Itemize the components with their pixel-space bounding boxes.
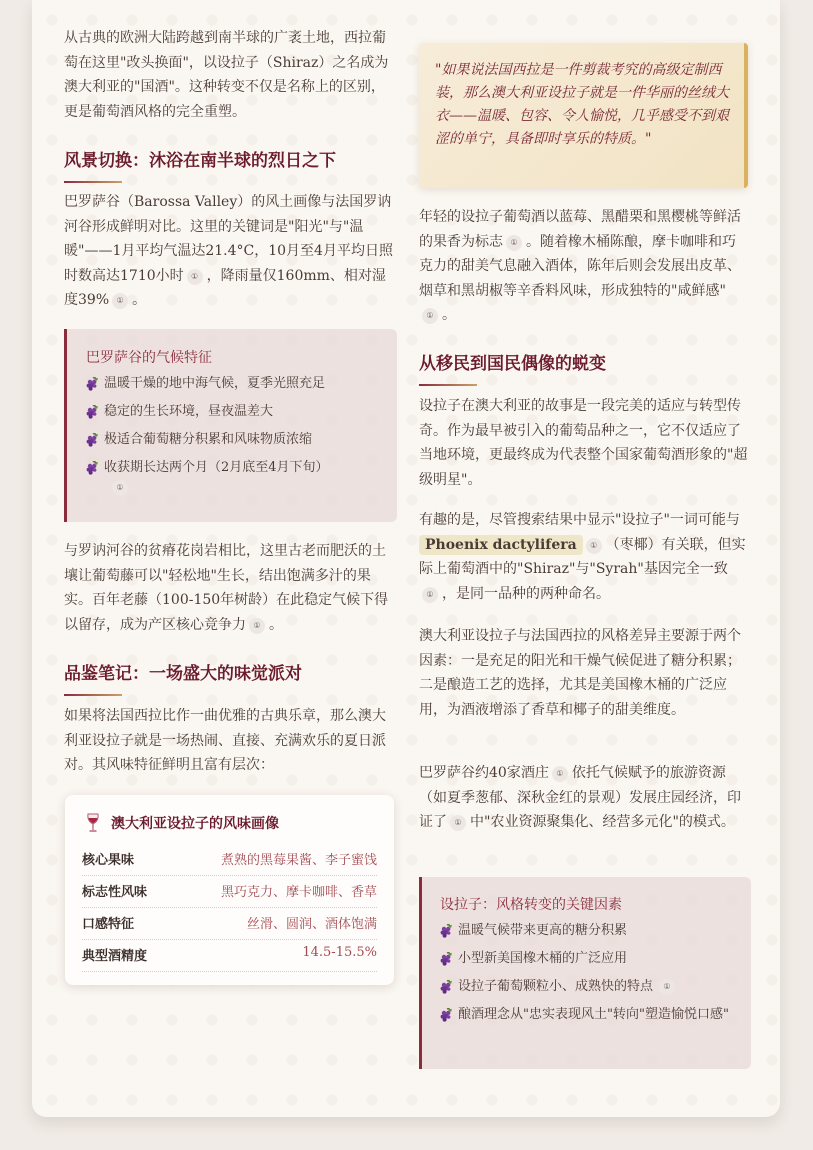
factors-list: [440, 921, 736, 1025]
callout-title: 设拉子：风格转变的关键因素: [440, 897, 622, 913]
section-heading-tasting: 品鉴笔记：一场盛大的味觉派对: [64, 659, 394, 684]
table-row: 标志性风味 黑巧克力、摩卡咖啡、香草: [82, 876, 377, 908]
list-item: 酿酒理念从"忠实表现风土"转向"塑造愉悦口感": [440, 1005, 730, 1025]
grape-icon: [440, 1008, 454, 1022]
highlight-term: Phoenix dactylifera: [419, 535, 583, 555]
table-row: 核心果味 煮熟的黑莓果酱、李子蜜饯: [82, 844, 377, 876]
list-item: 极适合葡萄糖分积累和风味物质浓缩: [86, 430, 386, 450]
list-item: 小型新美国橡木桶的广泛应用: [440, 949, 736, 969]
grape-icon: [440, 952, 454, 966]
table-row: 口感特征 丝滑、圆润、酒体饱满: [82, 908, 377, 940]
citation-marker[interactable]: ①: [422, 587, 438, 603]
section-heading-transformation: 从移民到国民偶像的蜕变: [419, 349, 748, 374]
grape-icon: [86, 433, 100, 447]
key-factors-callout: [419, 877, 751, 1069]
flavor-profile-card: [65, 795, 394, 985]
climate-callout: [64, 329, 397, 522]
soil-paragraph: 与罗讷河谷的贫瘠花岗岩相比，这里古老而肥沃的土壤让葡萄藤可以"轻松地"生长，结出饱满多汁的果实。百年老藤（100-150年树龄）在此稳定气候下得以留存，成为产区核心竞争力 ① 。: [64, 543, 389, 633]
citation-marker[interactable]: ①: [552, 766, 568, 782]
citation-marker[interactable]: ①: [112, 480, 128, 496]
citation-marker[interactable]: ①: [586, 538, 602, 554]
climate-list: [86, 374, 386, 498]
citation-marker[interactable]: ①: [187, 269, 203, 285]
adaptation-paragraph: 设拉子在澳大利亚的故事是一段完美的适应与转型传奇。作为最早被引入的葡萄品种之一，它不仅适应了当地环境，更最终成为代表整个国家葡萄酒形象的"超级明星"。: [419, 398, 748, 488]
citation-marker[interactable]: ①: [506, 235, 522, 251]
citation-marker[interactable]: ①: [659, 979, 675, 995]
wine-glass-icon: [85, 813, 101, 833]
tasting-paragraph: 如果将法国西拉比作一曲优雅的古典乐章，那么澳大利亚设拉子就是一场热闹、直接、充满欢乐的夏日派对。其风味特征鲜明且富有层次：: [64, 708, 386, 773]
citation-marker[interactable]: ①: [112, 293, 128, 309]
table-row: 典型酒精度 14.5-15.5%: [82, 940, 377, 972]
intro-paragraph: 从古典的欧洲大陆跨越到南半球的广袤土地，西拉葡萄在这里"改头换面"，以设拉子（Shiraz）之名成为澳大利亚的"国酒"。这种转变不仅是名称上的区别，更是葡萄酒风格的完全重塑。: [64, 30, 389, 120]
callout-title: 巴罗萨谷的气候特征: [86, 350, 212, 366]
list-item: 稳定的生长环境，昼夜温差大: [86, 402, 386, 422]
scenery-paragraph: 巴罗萨谷（Barossa Valley）的风土画像与法国罗讷河谷形成鲜明对比。这里的关键词是"阳光"与"温暖"——1月平均气温达21.4°C，10月至4月平均日照时数高达1710小时 ① ，降雨量仅160mm、相对湿度39% ① 。: [64, 194, 393, 308]
young-shiraz-paragraph: 年轻的设拉子葡萄酒以蓝莓、黑醋栗和黑樱桃等鲜活的果香为标志 ① 。随着橡木桶陈酿，摩卡咖啡和巧克力的甜美气息融入酒体，陈年后则会发展出皮革、烟草和黑胡椒等辛香料风味，形成独特的"咸鲜感"① 。: [419, 209, 741, 323]
list-item: 温暖气候带来更高的糖分积累: [440, 921, 736, 941]
grape-icon: [86, 377, 100, 391]
pull-quote: "如果说法国西拉是一件剪裁考究的高级定制西装，那么澳大利亚设拉子就是一件华丽的丝绒大衣——温暖、包容、令人愉悦，几乎感受不到艰涩的单宁，具备即时享乐的特质。": [419, 43, 748, 188]
citation-marker[interactable]: ①: [249, 618, 265, 634]
citation-marker[interactable]: ①: [422, 308, 438, 324]
style-difference-paragraph: 澳大利亚设拉子与法国西拉的风格差异主要源于两个因素：一是充足的阳光和干燥气候促进了糖分积累；二是酿造工艺的选择，尤其是美国橡木桶的广泛应用，为酒液增添了香草和椰子的甜美维度。: [419, 628, 741, 718]
flavor-table-title: 澳大利亚设拉子的风味画像: [111, 816, 279, 832]
list-item: 温暖干燥的地中海气候，夏季光照充足: [86, 374, 386, 394]
list-item: 收获期长达两个月（2月底至4月下旬） ①: [86, 458, 374, 498]
naming-paragraph: 有趣的是，尽管搜索结果中显示"设拉子"一词可能与Phoenix dactylifera ① （枣椰）有关联，但实际上葡萄酒中的"Shiraz"与"Syrah"基因完全一致① ，是同一品种的两种命名。: [419, 512, 746, 602]
tourism-paragraph: 巴罗萨谷约40家酒庄 ① 依托气候赋予的旅游资源（如夏季葱郁、深秋金红的景观）发展庄园经济，印证了 ① 中"农业资源聚集化、经营多元化"的模式。: [419, 765, 741, 830]
grape-icon: [86, 405, 100, 419]
grape-icon: [86, 461, 100, 475]
citation-marker[interactable]: ①: [450, 815, 466, 831]
list-item: 设拉子葡萄颗粒小、成熟快的特点 ①: [440, 977, 736, 997]
section-heading-scenery: 风景切换：沐浴在南半球的烈日之下: [64, 146, 394, 171]
grape-icon: [440, 924, 454, 938]
grape-icon: [440, 980, 454, 994]
